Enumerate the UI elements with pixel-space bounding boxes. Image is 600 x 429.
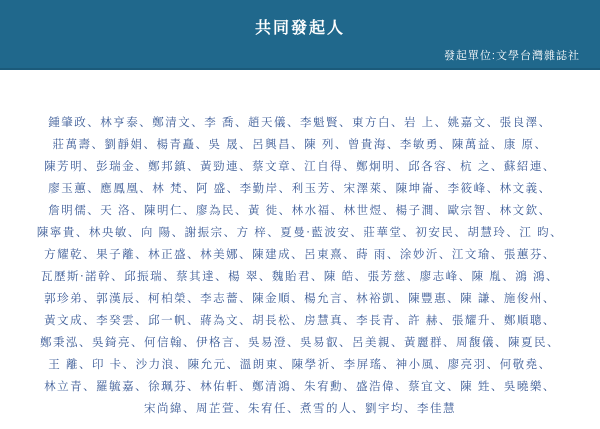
names-line: 廖玉蕙、應鳳凰、林 梵、阿 盛、李勤岸、利玉芳、宋澤萊、陳坤崙、李筱峰、林文義、 [48,183,552,195]
names-line: 林立青、羅毓嘉、徐珮芬、林佑軒、鄭清鴻、朱宥勳、盛浩偉、蔡宜文、陳 甡、吳曉樂、 [44,381,556,393]
names-line: 莊萬壽、劉靜娟、楊青矗、吳 晟、呂興昌、陳 列、曾貴海、李敏勇、陳萬益、康 原、 [52,139,548,151]
names-line: 陳芳明、彭瑞金、鄭邦鎮、黃勁連、蔡文章、江自得、鄭炯明、邱各容、杭 之、蘇紹連、 [44,161,556,173]
names-line: 陳寧貴、林央敏、向 陽、謝振宗、方 梓、夏曼‧藍波安、莊華堂、初安民、胡慧玲、江 昀、 [36,227,564,239]
names-line: 瓦歷斯‧諾幹、邱振瑞、蔡其達、楊 翠、魏貽君、陳 皓、張芳慈、廖志峰、陳 胤、鴻 鴻、 [41,271,559,283]
co-initiators-name-list [0,70,600,420]
page-title: 共同發起人 [254,20,345,37]
names-line: 黃文成、李癸雲、邱一帆、蔣為文、胡長松、房慧真、李長青、許 赫、張耀升、鄭順聰、 [44,315,556,327]
names-line: 方耀乾、果子離、林正盛、林美娜、陳建成、呂東熹、蒔 雨、涂妙沂、江文瑜、張蕙芬、 [44,249,556,261]
names-line: 王 離、印 卡、沙力浪、陳允元、溫朗東、陳學祈、李屏瑤、神小風、廖亮羽、何敬堯、 [48,359,552,371]
names-line: 宋尚緯、周芷萱、朱宥任、煮雪的人、劉宇均、李佳慧 [144,403,456,415]
initiating-org-label: 發起單位:文學台灣雜誌社 [443,50,580,62]
names-line: 鄭秉泓、吳錡亮、何信翰、伊格言、吳易澄、吳易叡、呂美親、黃麗群、周馥儀、陳夏民、 [40,337,560,349]
names-line: 郭珍弟、郭漢辰、柯柏榮、李志薔、陳金順、楊允言、林裕凱、陳豐惠、陳 謙、施俊州、 [44,293,556,305]
names-line: 鍾肇政、林亨泰、鄭清文、李 喬、趙天儀、李魁賢、東方白、岩 上、姚嘉文、張良澤、 [48,117,552,129]
names-line: 詹明儒、天 洛、陳明仁、廖為民、黃 徙、林水福、林世煜、楊子澗、歐宗智、林文欽、 [48,205,552,217]
page-header [0,0,600,70]
